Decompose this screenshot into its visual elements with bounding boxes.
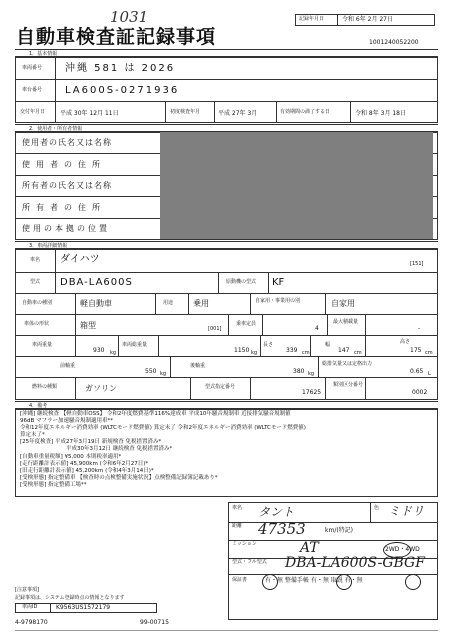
chassis-label: 車台番号 xyxy=(22,87,43,93)
max-load-label: 最大積載量 xyxy=(333,319,359,325)
remarks-line: [受検形態] 指定整備工場** xyxy=(20,482,87,488)
rear-axle-unit: kg xyxy=(308,371,315,377)
model-designation-label: 型式指定番号 xyxy=(205,384,236,390)
section-basic-info-heading: 1．基本情報 xyxy=(15,49,438,57)
remarks-line: [沖縄] 継続検査 【軽自動車OSS】 令和2年度燃費基準116%達成車 平成10年騒音規制車 近接排気騒音規制値 xyxy=(20,411,291,417)
width-label: 幅 xyxy=(325,342,331,348)
record-date-label: 記録年月日 xyxy=(299,16,325,22)
notes-text: 記録事項は、システム登録時点の情報となります xyxy=(15,595,125,601)
weight-label: 車両重量 xyxy=(32,342,53,348)
issue-date-value: 平成 30年 12月 11日 xyxy=(60,110,119,117)
hw-drive-value: 2WD・4WD xyxy=(385,546,420,553)
remarks-line: 令和12年度エネルギー消費効率 (WLTCモード燃費値) 算定未了 令和2年度エネルギー消費効率 (WLTCモード燃費値) xyxy=(20,425,306,431)
vehicle-id-value: K9563US1572179 xyxy=(56,604,111,611)
expiry-value: 令和 8年 3月 18日 xyxy=(355,110,406,117)
remarks-line: [自動車重量税額] ¥5,000 本則税率適用* xyxy=(20,454,122,460)
body-shape-label: 車体の形状 xyxy=(24,321,50,327)
maker-code: [151] xyxy=(410,261,424,267)
width-value: 147 xyxy=(338,347,350,354)
registration-label: 車両番号 xyxy=(22,65,43,71)
remarks-line: [25年度検査] 平成27年3月19日 新規検査 免税措置済み* xyxy=(20,439,162,445)
owner-row-base-location: 使用の本拠の位置 xyxy=(22,224,110,233)
chassis-value: LA600S-0271936 xyxy=(65,85,180,96)
hw-car-label: 車名 xyxy=(232,505,243,511)
use-value: 乗用 xyxy=(193,299,209,308)
hw-model-full-label: 型式・フル型式 xyxy=(232,559,267,565)
width-unit: cm xyxy=(354,350,362,356)
hw-color-label: 色 xyxy=(374,505,380,511)
displacement-value: 0.65 xyxy=(410,368,424,375)
hw-mission-value: AT xyxy=(300,540,319,556)
hw-warranty-label: 保証書 xyxy=(232,577,248,583)
hw-distance-unit: km/(特記) xyxy=(325,527,354,534)
hw-color-value: ミドリ xyxy=(388,504,425,518)
notes-heading: [注意事項] xyxy=(15,587,39,593)
registration-value: 沖縄 581 は 2026 xyxy=(65,63,176,74)
first-registration-value: 平成 27年 3月 xyxy=(218,110,258,117)
record-date-value: 令和 6年 2月 27日 xyxy=(342,16,393,23)
length-value: 339 xyxy=(286,347,298,354)
front-axle-label: 前軸重 xyxy=(60,363,76,369)
hw-guide-circle xyxy=(405,574,421,590)
remarks-line: [受検形態] 指定整備車 【検査時の点検整備実施状況】点検整備記録簿記載あり* xyxy=(20,475,218,481)
footer-right-code: 99-00715 xyxy=(140,619,169,626)
section-owner-heading: 2．使用者・所有者情報 xyxy=(15,124,438,132)
displacement-label: 総排気量又は定格出力 xyxy=(322,361,373,367)
gross-weight-value: 1150 xyxy=(234,347,250,354)
hw-mission-label: ミッション xyxy=(232,541,257,547)
body-shape-value: 箱型 xyxy=(80,321,96,330)
document-number: 1001240052200 xyxy=(369,39,419,46)
owner-row-owner-address: 所有者の住所 xyxy=(22,203,106,212)
hw-warranty-circle xyxy=(262,574,278,590)
section-vehicle-details-heading: 3．車両詳細情報 xyxy=(15,241,438,249)
issue-date-label: 交付年月日 xyxy=(20,109,46,115)
private-value: 自家用 xyxy=(331,299,355,308)
vehicle-type-value: 軽自動車 xyxy=(80,299,112,308)
vehicle-id-label: 車両ID xyxy=(22,604,38,610)
vehicle-type-label: 自動車の種別 xyxy=(22,300,53,306)
displacement-unit: L xyxy=(428,371,431,377)
front-axle-value: 550 xyxy=(145,368,157,375)
hw-distance-label: 距離 xyxy=(232,523,243,529)
fuel-label: 燃料の種類 xyxy=(32,384,58,390)
owner-row-user-name: 使用者の氏名又は名称 xyxy=(22,138,112,147)
gross-weight-unit: kg xyxy=(251,350,258,356)
expiry-label: 有効期間の満了する日 xyxy=(280,109,331,115)
hw-warranty-items: 有・無 整備手帳 有・無 取説 有・無 xyxy=(265,577,363,584)
owner-row-user-address: 使用者の住所 xyxy=(22,160,106,169)
length-unit: cm xyxy=(302,350,310,356)
category-label: 類別区分番号 xyxy=(333,382,364,388)
weight-unit: kg xyxy=(110,350,117,356)
rear-axle-label: 後軸重 xyxy=(190,363,206,369)
use-label: 用途 xyxy=(163,300,174,306)
height-value: 175 xyxy=(410,347,422,354)
remarks-line: [旧走行距離計表示値] 45,200km (令和4年3月14日)* xyxy=(20,468,154,474)
remarks-line: [走行距離計表示値] 45,900km (令和6年2月27日)* xyxy=(20,461,149,467)
category-value: 0002 xyxy=(412,389,428,396)
maker-label: 車名 xyxy=(30,257,41,263)
model-designation-value: 17625 xyxy=(302,389,322,396)
weight-value: 930 xyxy=(93,347,105,354)
page-title: 自動車検査証記録事項 xyxy=(16,26,217,48)
handwritten-number: 1031 xyxy=(110,8,149,26)
gross-weight-label: 車両総重量 xyxy=(122,342,148,348)
hw-model-full-value: DBA-LA600S-GBGF xyxy=(285,555,425,571)
capacity-label: 乗車定員 xyxy=(236,321,257,327)
hw-distance-value: 47353 xyxy=(258,520,306,538)
engine-label: 原動機の型式 xyxy=(226,279,257,285)
max-load-value: - xyxy=(418,325,421,332)
remarks-line: 平成30年3月12日 継続検査 免税措置済み* xyxy=(66,446,173,452)
length-label: 長さ xyxy=(263,342,274,348)
fuel-value: ガソリン xyxy=(85,384,117,393)
hw-car-value: タント xyxy=(258,505,295,519)
body-shape-code: [001] xyxy=(208,326,222,332)
first-registration-label: 初度検査年月 xyxy=(170,109,201,115)
owner-row-owner-name: 所有者の氏名又は名称 xyxy=(22,181,112,190)
height-label: 高さ xyxy=(400,339,411,345)
capacity-value: 4 xyxy=(315,325,319,332)
hw-manual-circle xyxy=(336,574,352,590)
front-axle-unit: kg xyxy=(160,371,167,377)
rear-axle-value: 380 xyxy=(293,368,305,375)
model-value: DBA-LA600S xyxy=(60,277,133,288)
private-label: 自家用・事業用の別 xyxy=(255,298,301,304)
redaction-block xyxy=(160,132,433,239)
engine-value: KF xyxy=(272,277,285,288)
maker-value: ダイハツ xyxy=(60,254,100,265)
height-unit: cm xyxy=(425,350,433,356)
remarks-line: 算定未了* xyxy=(20,432,45,438)
section-remarks-heading: 4．備考 xyxy=(15,401,438,409)
footer-left-code: 4-9798170 xyxy=(15,619,48,626)
remarks-line: 96dB マフラー加速騒音規制適用車** xyxy=(20,418,114,424)
model-label: 型式 xyxy=(30,279,41,285)
